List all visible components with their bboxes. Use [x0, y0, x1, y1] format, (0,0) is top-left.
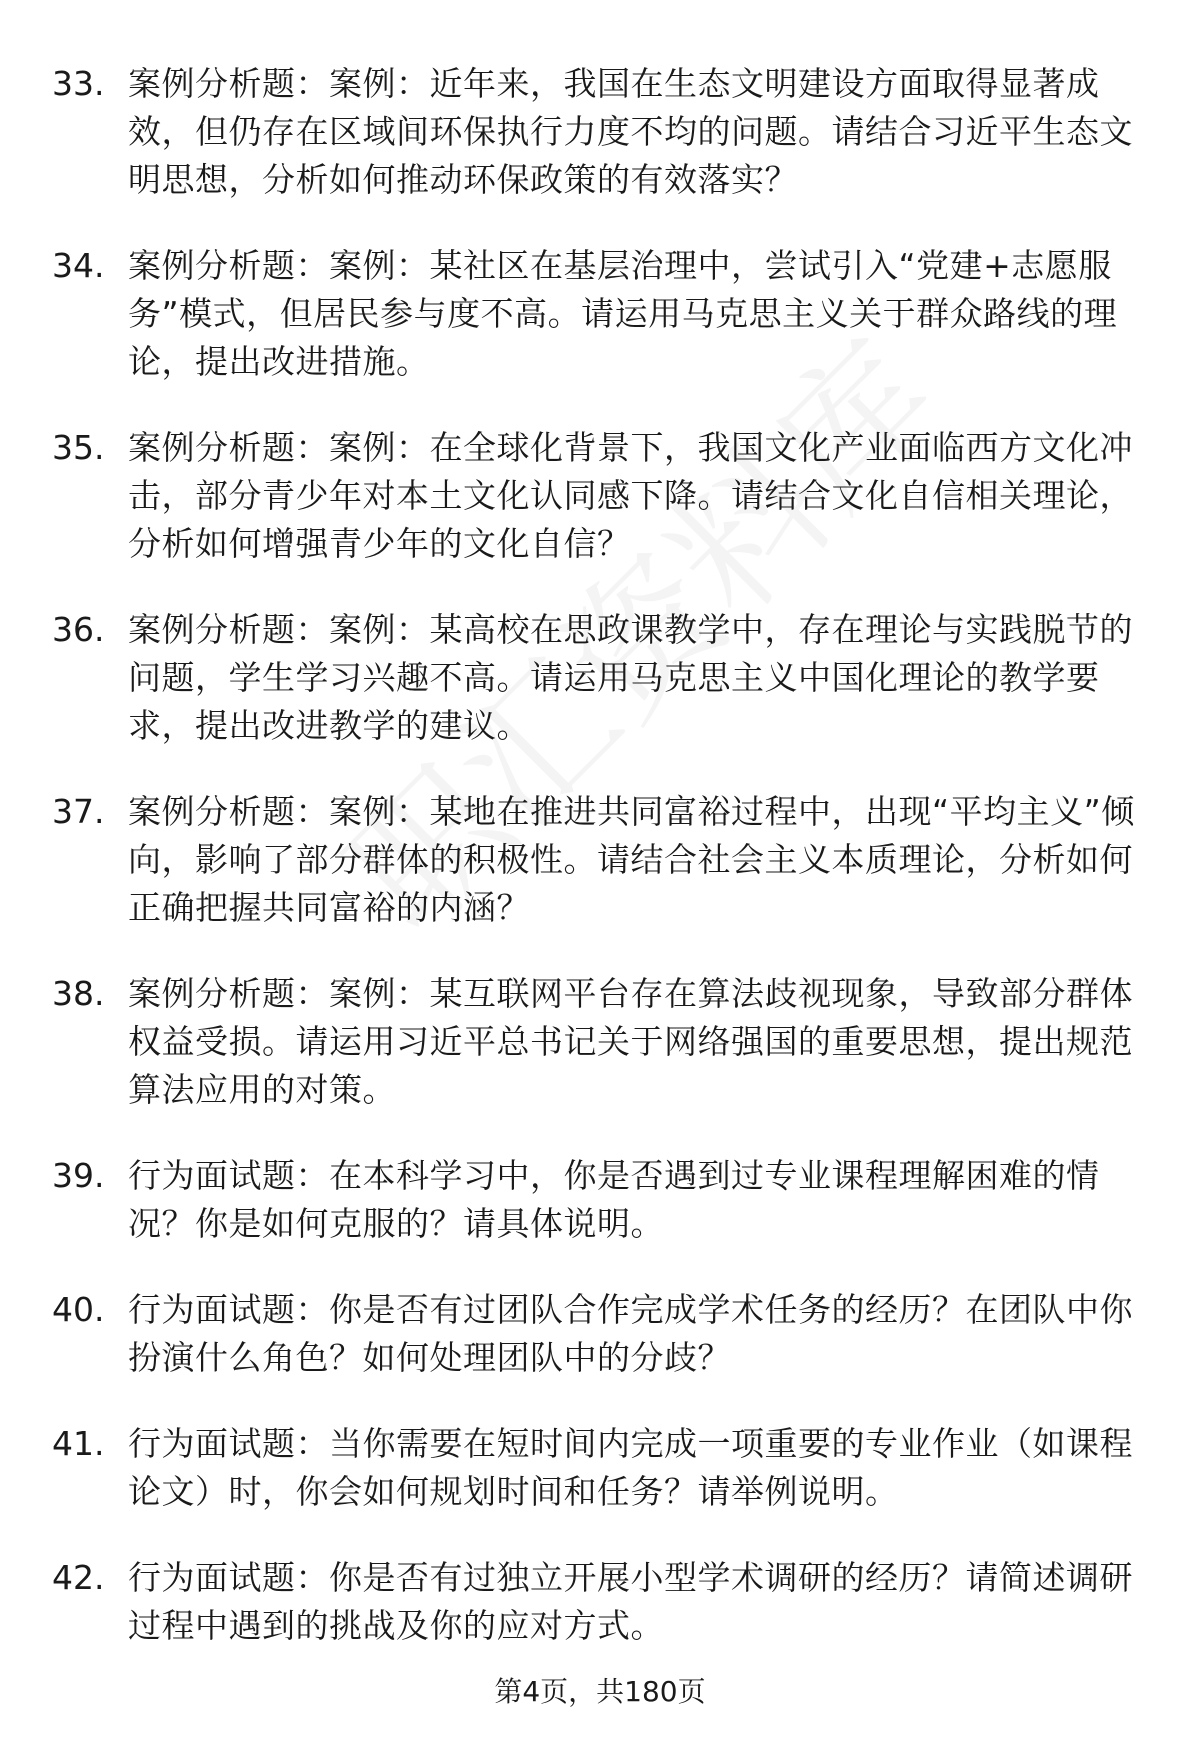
question-text: 行为面试题：在本科学习中，你是否遇到过专业课程理解困难的情况？你是如何克服的？请具体说明。 [128, 1156, 1100, 1243]
question-list [52, 60, 1152, 1688]
question-text: 行为面试题：你是否有过团队合作完成学术任务的经历？在团队中你扮演什么角色？如何处理团队中的分歧？ [128, 1290, 1133, 1377]
question-number: 42. [52, 1558, 105, 1597]
question-number: 35. [52, 428, 105, 467]
page-footer [0, 1672, 1200, 1712]
question-number: 33. [52, 64, 105, 103]
page-indicator: 第4页，共180页 [494, 1675, 706, 1708]
question-number: 34. [52, 246, 105, 285]
question-text: 行为面试题：你是否有过独立开展小型学术调研的经历？请简述调研过程中遇到的挑战及你的应对方式。 [128, 1558, 1133, 1645]
question-number: 39. [52, 1156, 105, 1195]
question-number: 41. [52, 1424, 105, 1463]
question-item [52, 242, 1152, 386]
question-text: 行为面试题：当你需要在短时间内完成一项重要的专业作业（如课程论文）时，你会如何规划时间和任务？请举例说明。 [128, 1424, 1133, 1511]
question-item [52, 1420, 1152, 1516]
question-item [52, 60, 1152, 204]
question-item [52, 788, 1152, 932]
question-item [52, 1554, 1152, 1650]
question-text: 案例分析题：案例：某地在推进共同富裕过程中，出现“平均主义”倾向，影响了部分群体的积极性。请结合社会主义本质理论，分析如何正确把握共同富裕的内涵？ [128, 792, 1135, 927]
question-text: 案例分析题：案例：在全球化背景下，我国文化产业面临西方文化冲击，部分青少年对本土文化认同感下降。请结合文化自信相关理论，分析如何增强青少年的文化自信？ [128, 428, 1133, 563]
question-number: 36. [52, 610, 105, 649]
question-number: 38. [52, 974, 105, 1013]
question-text: 案例分析题：案例：某互联网平台存在算法歧视现象，导致部分群体权益受损。请运用习近平总书记关于网络强国的重要思想，提出规范算法应用的对策。 [128, 974, 1133, 1109]
question-text: 案例分析题：案例：某社区在基层治理中，尝试引入“党建+志愿服务”模式，但居民参与度不高。请运用马克思主义关于群众路线的理论，提出改进措施。 [128, 246, 1118, 381]
question-item [52, 606, 1152, 750]
question-item [52, 1286, 1152, 1382]
question-item [52, 424, 1152, 568]
question-item [52, 1152, 1152, 1248]
question-item [52, 970, 1152, 1114]
question-text: 案例分析题：案例：近年来，我国在生态文明建设方面取得显著成效，但仍存在区域间环保执行力度不均的问题。请结合习近平生态文明思想，分析如何推动环保政策的有效落实？ [128, 64, 1133, 199]
question-number: 37. [52, 792, 105, 831]
question-number: 40. [52, 1290, 105, 1329]
question-text: 案例分析题：案例：某高校在思政课教学中，存在理论与实践脱节的问题，学生学习兴趣不高。请运用马克思主义中国化理论的教学要求，提出改进教学的建议。 [128, 610, 1133, 745]
